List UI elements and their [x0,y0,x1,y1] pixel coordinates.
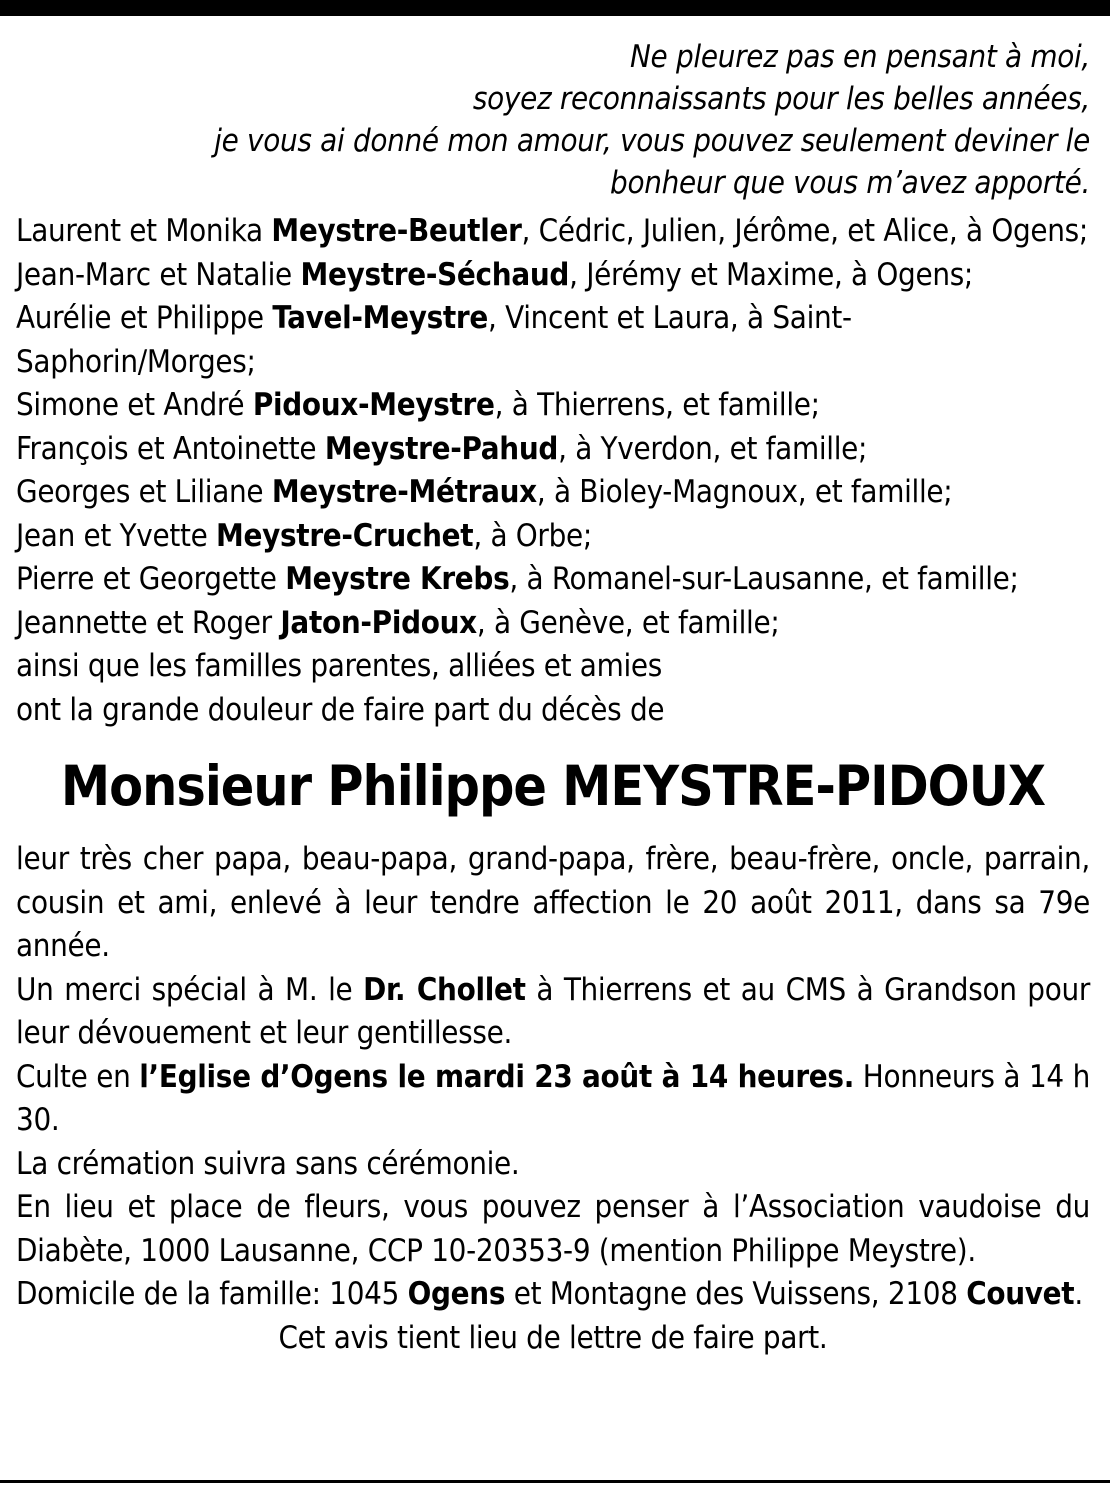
cremation: La crémation suivra sans cérémonie. [16,1145,520,1182]
family-entry-post: , à Romanel-sur-Lausanne, et famille; [509,561,1019,597]
family-entry-post: , à Yverdon, et famille; [558,430,868,467]
family-entry [16,428,1090,472]
bottom-rule [0,1480,1110,1483]
doctor-name: Dr. Chollet [363,971,526,1008]
domicile-place: Couvet [966,1276,1075,1312]
family-entry-pre: Laurent et Monika [16,213,272,249]
family-entry [16,602,1090,646]
family-entry-name: Meystre-Beutler [271,213,522,249]
intro-line: ainsi que les familles parentes, alliées et amies [16,648,663,684]
family-entry-pre: Jean-Marc et Natalie [16,256,301,293]
domicile-pre: Domicile de la famille: 1045 [16,1276,408,1312]
family-entry-name: Meystre-Séchaud [300,256,570,293]
family-entry-post: , à Thierrens, et famille; [494,387,820,423]
donation: En lieu et place de fleurs, vous pouvez penser à l’Association vaudoise du Diabète, 1000 Lausanne, CCP 10-20353-9 (mention Philippe Meystre). [16,1189,1090,1269]
family-entry [16,210,1090,254]
family-entry-pre: Jeannette et Roger [16,604,281,641]
family-entry [16,471,1090,515]
thanks-post: à Thierrens et au CMS à Grandson pour leur dévouement et leur gentillesse. [16,971,1090,1051]
closing-line: Cet avis tient lieu de lettre de faire part. [278,1319,828,1356]
family-entry-name: Pidoux-Meystre [252,387,495,423]
family-entry-name: Tavel-Meystre [272,300,489,336]
family-entry-pre: Georges et Liliane [16,474,272,510]
family-entry-post: , Cédric, Julien, Jérôme, et Alice, à Ogens; [521,213,1088,249]
notice-body [16,838,1090,1360]
family-entry [16,254,1090,298]
domicile-place: Ogens [407,1276,506,1312]
family-entry-post: , à Genève, et famille; [476,604,780,641]
family-entry-pre: Simone et André [16,387,253,423]
poem-line: soyez reconnaissants pour les belles années, [472,81,1090,117]
family-entry-post: , Vincent et Laura, à Saint-Saphorin/Morges; [16,300,852,380]
family-entry-name: Meystre-Cruchet [216,517,474,554]
poem-line: Ne pleurez pas en pensant à moi, [629,39,1090,75]
domicile [16,1273,1090,1317]
family-entry [16,515,1090,559]
family-entry-pre: François et Antoinette [16,430,325,467]
service-details: l’Eglise d’Ogens le mardi 23 août à 14 heures. [139,1058,855,1095]
intro-line: ont la grande douleur de faire part du décès de [16,691,665,728]
family-entry-name: Jaton-Pidoux [280,604,477,641]
family-entry-post: , à Orbe; [473,517,592,554]
domicile-mid: et Montagne des Vuissens, 2108 [505,1276,967,1312]
family-entry-pre: Aurélie et Philippe [16,300,273,336]
family-entry-post: , à Bioley-Magnoux, et famille; [536,474,953,510]
notice-content [16,36,1090,1360]
family-entry-name: Meystre-Pahud [324,430,559,467]
thanks-pre: Un merci spécial à M. le [16,971,364,1008]
poem [16,36,1090,204]
family-entry [16,297,1090,384]
poem-line: bonheur que vous m’avez apporté. [610,165,1090,201]
deceased-name: Monsieur Philippe MEYSTRE-PIDOUX [60,754,1046,818]
family-entry-pre: Pierre et Georgette [16,561,286,597]
thanks [16,969,1090,1056]
family-entry-post: , Jérémy et Maxime, à Ogens; [569,256,974,293]
family-entry [16,384,1090,428]
service-pre: Culte en [16,1058,140,1095]
domicile-post: . [1074,1276,1083,1312]
poem-line: je vous ai donné mon amour, vous pouvez seulement deviner le [214,123,1090,159]
description: leur très cher papa, beau-papa, grand-papa, frère, beau-frère, oncle, parrain, cousin et ami, enlevé à leur tendre affection le 20 août 2011, dans sa 79e année. [16,841,1090,964]
service [16,1056,1090,1143]
service-post: Honneurs à 14 h 30. [16,1058,1090,1138]
family-entry [16,558,1090,602]
family-entry-name: Meystre-Métraux [271,474,537,510]
family-entry-pre: Jean et Yvette [16,517,217,554]
family-entry-name: Meystre Krebs [285,561,510,597]
top-rule [0,0,1110,16]
family-list [16,210,1090,732]
